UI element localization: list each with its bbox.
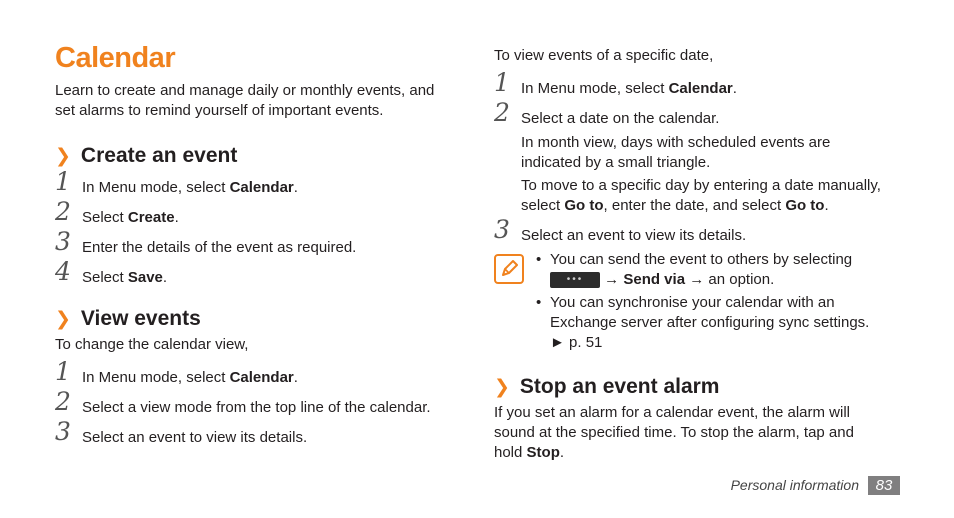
section-alarm-heading [494, 375, 719, 399]
step-text: In Menu mode, select Calendar. [82, 179, 298, 196]
date-step-2-detail-2: To move to a specific day by entering a date manually, select Go to, enter the date, and select Go to. [521, 177, 881, 214]
page-title: Calendar [55, 42, 176, 74]
step-number: 3 [55, 417, 71, 446]
date-step-2-detail-1: In month view, days with scheduled events are indicated by a small triangle. [521, 134, 831, 171]
section-view-label: View events [80, 307, 201, 330]
step-number: 3 [494, 215, 510, 244]
step-text: Select Create. [82, 209, 179, 226]
note-pencil-icon [494, 254, 524, 284]
section-view-heading [55, 307, 201, 331]
section-create-label: Create an event [80, 144, 238, 167]
step-number: 1 [55, 167, 71, 196]
step-text: Select Save. [82, 269, 168, 286]
chevron-right-icon: ❯ [55, 145, 71, 167]
intro-text [55, 81, 434, 121]
step-text: Select a view mode from the top line of the calendar. [82, 399, 431, 416]
step-number: 2 [55, 197, 71, 226]
step-text: Enter the details of the event as required. [82, 239, 357, 256]
page-reference: ► p. 51 [550, 334, 603, 351]
chevron-right-icon: ❯ [55, 308, 71, 330]
menu-key-icon: ••• [550, 272, 600, 288]
step-number: 2 [494, 98, 510, 127]
step-text: In Menu mode, select Calendar. [82, 369, 298, 386]
alarm-text: If you set an alarm for a calendar event, the alarm will sound at the specified time. To stop the alarm, tap and hold Stop. [494, 404, 854, 461]
step-text: Select an event to view its details. [521, 227, 747, 244]
section-create-heading [55, 144, 237, 168]
step-number: 2 [55, 387, 71, 416]
right-intro: To view events of a specific date, [494, 47, 714, 64]
step-text: In Menu mode, select Calendar. [521, 80, 737, 97]
step-text: Select an event to view its details. [82, 429, 308, 446]
chevron-right-icon: ❯ [494, 376, 510, 398]
step-text: Select a date on the calendar. [521, 110, 720, 127]
footer-section-label: Personal information [730, 477, 859, 493]
intro-line-2: set alarms to remind yourself of important events. [55, 102, 384, 119]
step-number: 1 [494, 68, 510, 97]
section-alarm-label: Stop an event alarm [519, 375, 720, 398]
view-intro: To change the calendar view, [55, 336, 249, 353]
step-number: 3 [55, 227, 71, 256]
page-number: 83 [868, 476, 900, 495]
step-number: 4 [55, 257, 71, 286]
intro-line-1: Learn to create and manage daily or monthly events, and [55, 82, 435, 99]
step-number: 1 [55, 357, 71, 386]
